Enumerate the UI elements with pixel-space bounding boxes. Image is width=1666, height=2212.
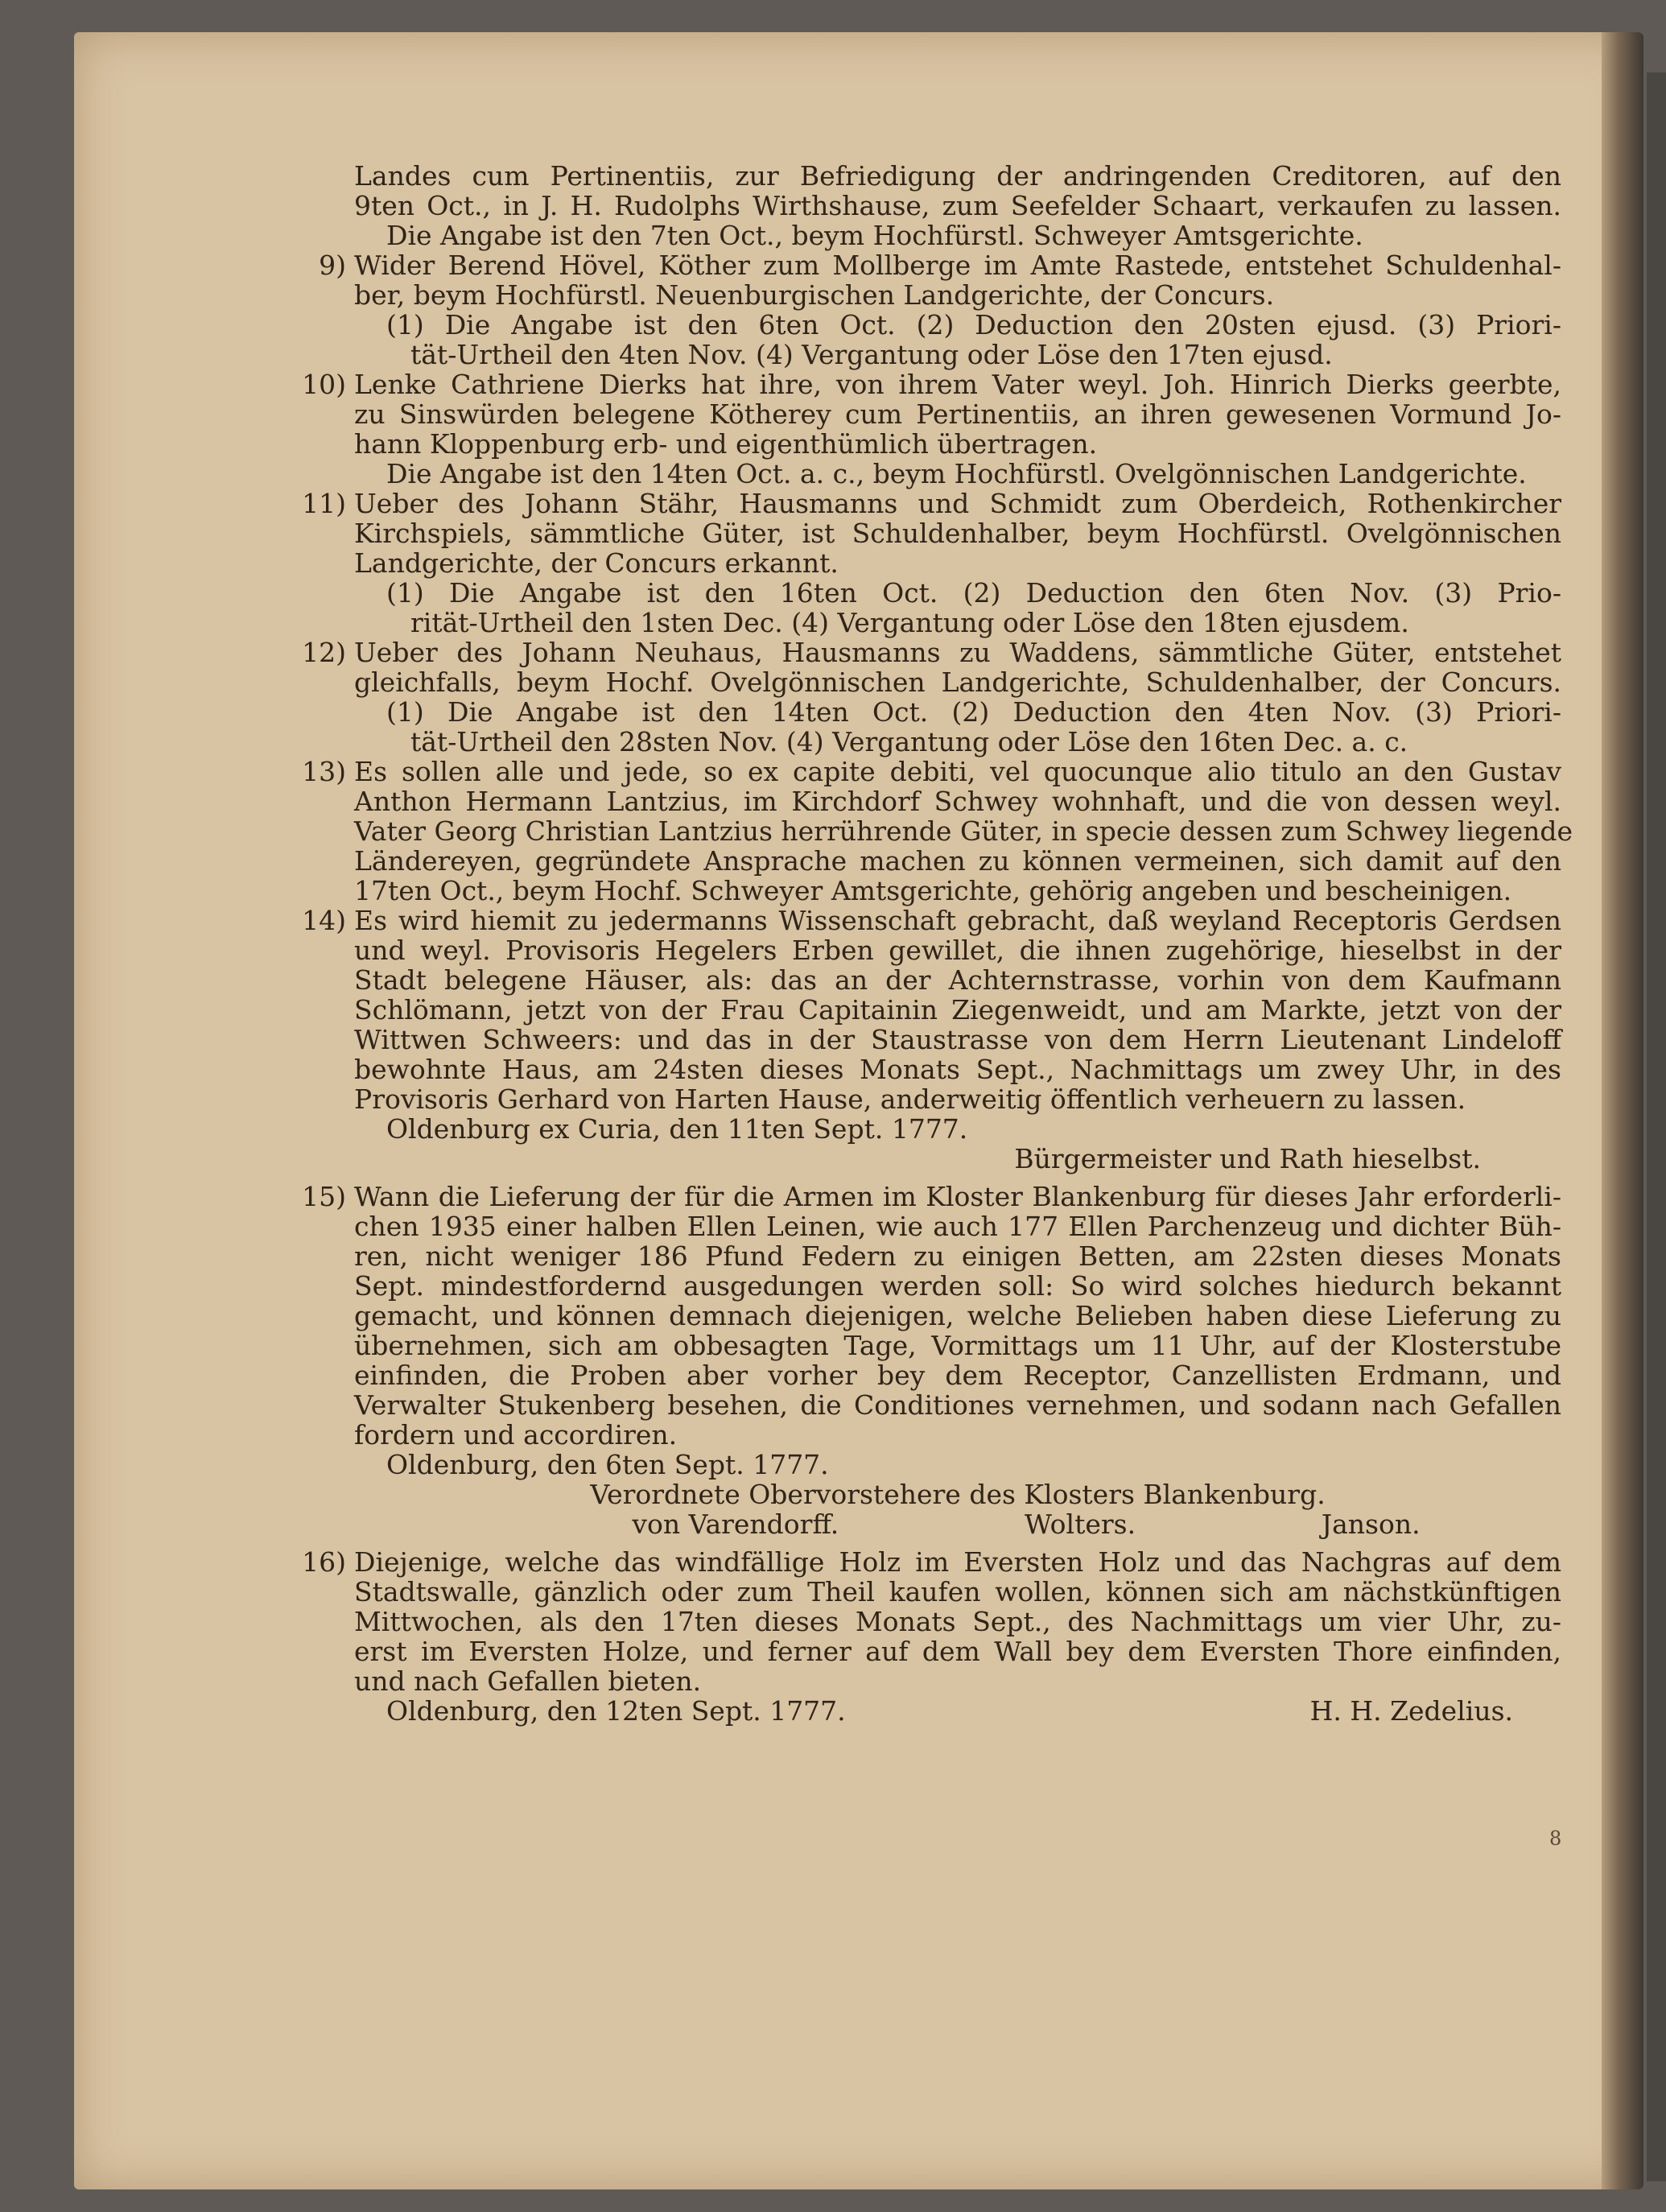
text-line: (1) Die Angabe ist den 6ten Oct. (2) Deduction den 20sten ejusd. (3) Priori- — [386, 309, 1561, 340]
notice-number: 10) — [302, 369, 346, 400]
dateline: Oldenburg ex Curia, den 11ten Sept. 1777. — [386, 1113, 968, 1145]
text-line: übernehmen, sich am obbesagten Tage, Vormittags um 11 Uhr, auf der Klosterstube — [354, 1330, 1561, 1361]
text-line: Lenke Cathriene Dierks hat ihre, von ihrem Vater weyl. Joh. Hinrich Dierks geerbte, — [354, 369, 1561, 400]
text-line: ren, nicht weniger 186 Pfund Federn zu einigen Betten, am 22sten dieses Monats — [354, 1240, 1561, 1272]
text-line: 17ten Oct., beym Hochf. Schweyer Amtsgerichte, gehörig angeben und bescheinigen. — [354, 875, 1512, 906]
text-line: gleichfalls, beym Hochf. Ovelgönnischen Landgerichte, Schuldenhalber, der Concurs. — [354, 666, 1561, 698]
text-line: Stadt belegene Häuser, als: das an der Achternstrasse, vorhin von dem Kaufmann — [354, 964, 1561, 996]
notice-number: 12) — [302, 637, 346, 668]
notice-13 — [302, 756, 1573, 906]
signature: H. H. Zedelius. — [1309, 1695, 1513, 1727]
margin-mark: 8 — [1549, 1827, 1562, 1850]
notice-16 — [302, 1546, 1561, 1727]
text-line: gemacht, und können demnach diejenigen, welche Belieben haben diese Lieferung zu — [354, 1300, 1561, 1331]
text-line: hann Kloppenburg erb- und eigenthümlich übertragen. — [354, 428, 1098, 460]
text-line: Wittwen Schweers: und das in der Staustrasse von dem Herrn Lieutenant Lindeloff — [354, 1024, 1561, 1055]
dateline: Oldenburg, den 12ten Sept. 1777. — [386, 1695, 846, 1727]
text-line: (1) Die Angabe ist den 14ten Oct. (2) Deduction den 4ten Nov. (3) Priori- — [386, 696, 1561, 728]
text-line: ber, beym Hochfürstl. Neuenburgischen Landgerichte, der Concurs. — [354, 279, 1275, 311]
text-line: rität-Urtheil den 1sten Dec. (4) Vergantung oder Löse den 18ten ejusdem. — [410, 607, 1409, 638]
signatories — [354, 1509, 1561, 1539]
text-line: Landgerichte, der Concurs erkannt. — [354, 547, 839, 579]
text-line: Provisoris Gerhard von Harten Hause, anderweitig öffentlich verheuern zu lassen. — [354, 1083, 1466, 1115]
signature: Bürgermeister und Rath hieselbst. — [1014, 1143, 1481, 1174]
notice-number: 13) — [302, 756, 346, 787]
text-line: Kirchspiels, sämmtliche Güter, ist Schuldenhalber, beym Hochfürstl. Ovelgönnischen — [354, 518, 1561, 549]
book-gutter — [1602, 32, 1643, 2189]
text-line: chen 1935 einer halben Ellen Leinen, wie auch 177 Ellen Parchenzeug und dichter Büh- — [354, 1211, 1561, 1242]
text-line: Ueber des Johann Stähr, Hausmanns und Schmidt zum Oberdeich, Rothenkircher — [354, 488, 1561, 519]
text-line: Anthon Hermann Lantzius, im Kirchdorf Schwey wohnhaft, und die von dessen weyl. — [354, 786, 1561, 817]
notice-number: 15) — [302, 1181, 346, 1212]
text-line: Wann die Lieferung der für die Armen im Kloster Blankenburg für dieses Jahr erforderli- — [354, 1181, 1561, 1212]
notice-10 — [302, 369, 1561, 489]
text-line: zu Sinswürden belegene Kötherey cum Pertinentiis, an ihren gewesenen Vormund Jo- — [354, 398, 1561, 430]
signatory: Janson. — [1321, 1508, 1421, 1540]
text-line: Mittwochen, als den 17ten dieses Monats Sept., des Nachmittags um vier Uhr, zu- — [354, 1606, 1561, 1637]
text-line: Es sollen alle und jede, so ex capite debiti, vel quocunque alio titulo an den Gustav — [354, 756, 1561, 787]
next-page-edge — [1647, 72, 1666, 2181]
notice-15 — [302, 1181, 1561, 1540]
notice-number: 11) — [302, 488, 346, 519]
text-line: Die Angabe ist den 7ten Oct., beym Hochfürstl. Schweyer Amtsgerichte. — [386, 220, 1363, 251]
text-line: (1) Die Angabe ist den 16ten Oct. (2) Deduction den 6ten Nov. (3) Prio- — [386, 577, 1561, 609]
closing-row — [354, 1696, 1561, 1726]
office-title: Verordnete Obervorstehere des Klosters Blankenburg. — [590, 1479, 1326, 1510]
text-line: bewohnte Haus, am 24sten dieses Monats Sept., Nachmittags um zwey Uhr, in des — [354, 1054, 1561, 1085]
text-line: fordern und accordiren. — [354, 1419, 678, 1451]
notice-column — [302, 160, 1573, 1727]
notice-number: 14) — [302, 905, 346, 936]
text-line: Landes cum Pertinentiis, zur Befriedigung der andringenden Creditoren, auf den — [354, 160, 1561, 192]
signatory: Wolters. — [1025, 1508, 1136, 1540]
notice-continuation — [354, 161, 1561, 250]
text-line: Sept. mindestfordernd ausgedungen werden soll: So wird solches hiedurch bekannt — [354, 1270, 1561, 1302]
notice-11 — [302, 488, 1561, 638]
notice-number: 16) — [302, 1546, 346, 1578]
text-line: Es wird hiemit zu jedermanns Wissenschaft gebracht, daß weyland Receptoris Gerdsen — [354, 905, 1561, 936]
text-line: erst im Eversten Holze, und ferner auf dem Wall bey dem Eversten Thore einfinden, — [354, 1636, 1561, 1667]
notice-number: 9) — [319, 250, 346, 281]
text-line: Die Angabe ist den 14ten Oct. a. c., beym Hochfürstl. Ovelgönnischen Landgerichte. — [386, 458, 1527, 489]
notice-14 — [302, 905, 1561, 1174]
text-line: Ländereyen, gegründete Ansprache machen zu können vermeinen, sich damit auf den — [354, 845, 1561, 877]
text-line: Ueber des Johann Neuhaus, Hausmanns zu Waddens, sämmtliche Güter, entstehet — [354, 637, 1561, 668]
notice-12 — [302, 637, 1561, 757]
signatory: von Varendorff. — [632, 1508, 839, 1540]
notice-9 — [319, 250, 1561, 370]
text-line: Wider Berend Hövel, Köther zum Mollberge im Amte Rastede, entstehet Schuldenhal- — [354, 250, 1561, 281]
text-line: einfinden, die Proben aber vorher bey dem Receptor, Canzellisten Erdmann, und — [354, 1360, 1561, 1391]
text-line: Diejenige, welche das windfällige Holz im Eversten Holz und das Nachgras auf dem — [354, 1546, 1561, 1578]
text-line: tät-Urtheil den 4ten Nov. (4) Vergantung oder Löse den 17ten ejusd. — [410, 339, 1333, 370]
text-line: 9ten Oct., in J. H. Rudolphs Wirthshause, zum Seefelder Schaart, verkaufen zu lassen. — [354, 190, 1561, 221]
text-line: Vater Georg Christian Lantzius herrührende Güter, in specie dessen zum Schwey liegende — [354, 815, 1573, 847]
text-line: Schlömann, jetzt von der Frau Capitainin Ziegenweidt, und am Markte, jetzt von der — [354, 994, 1561, 1026]
text-line: Stadtswalle, gänzlich oder zum Theil kaufen wollen, können sich am nächstkünftigen — [354, 1576, 1561, 1607]
text-line: Verwalter Stukenberg besehen, die Conditiones vernehmen, und sodann nach Gefallen — [354, 1389, 1561, 1421]
text-line: und nach Gefallen bieten. — [354, 1665, 702, 1697]
text-line: tät-Urtheil den 28sten Nov. (4) Vergantung oder Löse den 16ten Dec. a. c. — [410, 726, 1408, 757]
dateline: Oldenburg, den 6ten Sept. 1777. — [386, 1449, 829, 1480]
text-line: und weyl. Provisoris Hegelers Erben gewillet, die ihnen zugehörige, hieselbst in der — [354, 935, 1561, 966]
